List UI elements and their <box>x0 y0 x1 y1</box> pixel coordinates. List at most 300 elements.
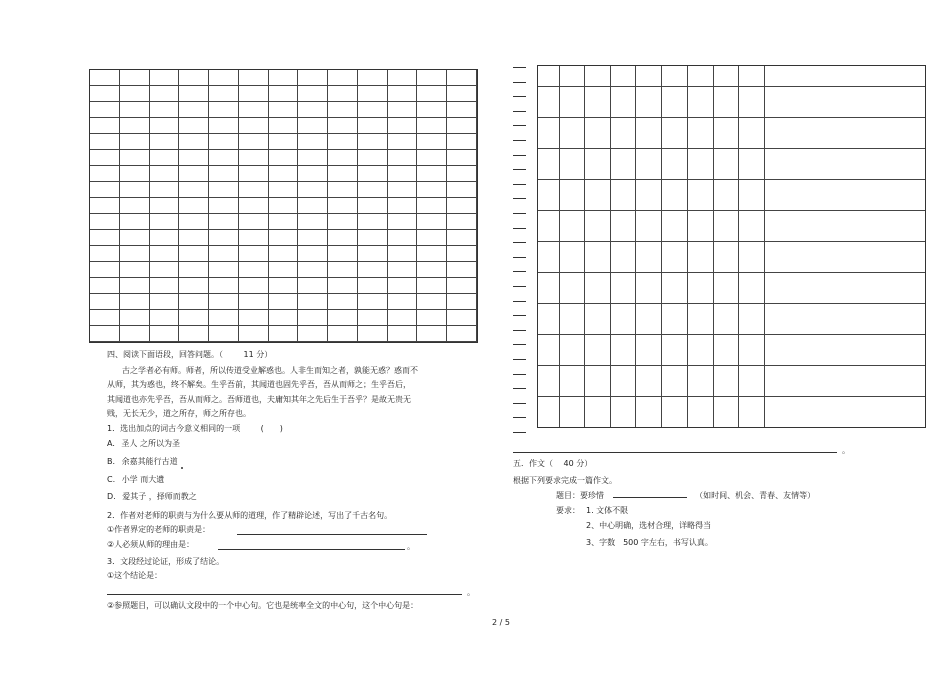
grid-cell <box>447 278 477 294</box>
grid-cell <box>239 278 269 294</box>
section4-heading <box>107 349 272 360</box>
grid-cell <box>298 246 328 262</box>
question-2b-end: 。 <box>407 542 415 551</box>
grid-row-line <box>538 303 925 304</box>
grid-cell <box>358 118 388 134</box>
margin-dash <box>513 403 526 404</box>
grid-cell <box>298 262 328 278</box>
grid-cell <box>150 182 180 198</box>
margin-dash <box>513 213 526 214</box>
grid-cell <box>120 246 150 262</box>
grid-cell <box>298 310 328 326</box>
right-answer-line <box>513 452 837 453</box>
grid-row-line <box>538 86 925 87</box>
margin-dash <box>513 315 526 316</box>
grid-cell <box>269 214 299 230</box>
grid-cell <box>358 294 388 310</box>
grid-cell <box>388 230 418 246</box>
grid-cell <box>120 86 150 102</box>
grid-cell <box>239 166 269 182</box>
grid-cell <box>358 86 388 102</box>
grid-cell <box>90 230 120 246</box>
grid-cell <box>120 134 150 150</box>
left-answer-grid <box>89 69 478 343</box>
grid-cell <box>209 310 239 326</box>
grid-cell <box>358 182 388 198</box>
grid-cell <box>209 86 239 102</box>
grid-cell <box>209 294 239 310</box>
grid-cell <box>417 310 447 326</box>
grid-cell <box>150 150 180 166</box>
grid-cell <box>209 166 239 182</box>
option-c-text: 小学 而大遗 <box>121 475 165 484</box>
margin-dash <box>513 125 526 126</box>
grid-col-line <box>559 66 560 427</box>
grid-cell <box>150 278 180 294</box>
essay-req-3: 3、字数 500 字左右，书写认真。 <box>586 538 713 547</box>
margin-dash <box>513 330 526 331</box>
grid-cell <box>269 262 299 278</box>
grid-cell <box>90 198 120 214</box>
grid-cell <box>388 166 418 182</box>
grid-cell <box>150 70 180 86</box>
margin-dash <box>513 286 526 287</box>
grid-cell <box>150 166 180 182</box>
grid-cell <box>328 198 358 214</box>
grid-cell <box>417 230 447 246</box>
grid-cell <box>150 86 180 102</box>
grid-cell <box>120 118 150 134</box>
grid-cell <box>298 198 328 214</box>
margin-dash <box>513 271 526 272</box>
grid-cell <box>328 278 358 294</box>
grid-cell <box>358 70 388 86</box>
grid-cell <box>179 246 209 262</box>
grid-cell <box>209 150 239 166</box>
grid-cell <box>120 150 150 166</box>
grid-cell <box>328 230 358 246</box>
grid-cell <box>90 150 120 166</box>
grid-cell <box>269 70 299 86</box>
grid-cell <box>239 246 269 262</box>
grid-cell <box>90 214 120 230</box>
margin-dash <box>513 198 526 199</box>
question-3a-blank[interactable] <box>107 594 462 595</box>
grid-cell <box>388 310 418 326</box>
margin-dash <box>513 359 526 360</box>
grid-cell <box>150 230 180 246</box>
grid-cell <box>239 86 269 102</box>
grid-cell <box>388 134 418 150</box>
grid-cell <box>417 150 447 166</box>
emphasis-dot <box>181 467 183 469</box>
grid-cell <box>179 230 209 246</box>
essay-topic <box>556 490 815 501</box>
grid-cell <box>120 310 150 326</box>
grid-cell <box>269 230 299 246</box>
grid-cell <box>209 182 239 198</box>
grid-cell <box>328 86 358 102</box>
margin-dash <box>513 301 526 302</box>
grid-cell <box>90 118 120 134</box>
passage-line-3: 其闻道也亦先乎吾，吾从而师之。吾师道也，夫庸知其年之先后生于吾乎？是故无贵无 <box>107 395 411 404</box>
grid-cell <box>150 134 180 150</box>
option-d-letter: D. <box>107 492 116 501</box>
margin-dash <box>513 155 526 156</box>
grid-cell <box>269 294 299 310</box>
grid-cell <box>239 118 269 134</box>
margin-dash <box>513 67 526 68</box>
grid-cell <box>150 102 180 118</box>
grid-cell <box>447 294 477 310</box>
grid-row-line <box>538 272 925 273</box>
grid-col-line <box>738 66 739 427</box>
margin-dash <box>513 432 526 433</box>
grid-cell <box>358 198 388 214</box>
option-a[interactable] <box>107 438 180 449</box>
grid-cell <box>417 262 447 278</box>
grid-cell <box>179 262 209 278</box>
option-b-letter: B. <box>107 457 116 466</box>
grid-cell <box>239 230 269 246</box>
margin-dash <box>513 82 526 83</box>
grid-cell <box>388 86 418 102</box>
grid-cell <box>269 326 299 342</box>
grid-cell <box>150 294 180 310</box>
grid-cell <box>388 294 418 310</box>
grid-cell <box>209 278 239 294</box>
grid-cell <box>447 230 477 246</box>
margin-dash <box>513 374 526 375</box>
grid-col-line <box>584 66 585 427</box>
option-a-text: 圣人 之所以为圣 <box>121 439 180 448</box>
grid-cell <box>298 182 328 198</box>
grid-cell <box>358 166 388 182</box>
grid-cell <box>269 134 299 150</box>
grid-cell <box>150 262 180 278</box>
grid-cell <box>150 118 180 134</box>
page-number: 2 / 5 <box>492 618 510 627</box>
grid-cell <box>328 310 358 326</box>
grid-cell <box>298 102 328 118</box>
margin-dash <box>513 228 526 229</box>
grid-cell <box>388 262 418 278</box>
grid-cell <box>447 310 477 326</box>
grid-cell <box>120 198 150 214</box>
question-2b-blank[interactable] <box>218 549 405 550</box>
grid-cell <box>328 214 358 230</box>
grid-cell <box>179 118 209 134</box>
grid-cell <box>120 102 150 118</box>
grid-cell <box>179 166 209 182</box>
grid-cell <box>298 150 328 166</box>
grid-cell <box>328 182 358 198</box>
grid-cell <box>358 150 388 166</box>
question-2: 2．作者对老师的职责与为什么要从师的道理，作了精辟论述，写出了千古名句。 <box>107 511 393 520</box>
grid-cell <box>90 166 120 182</box>
margin-dash <box>513 242 526 243</box>
passage-line-2: 从师，其为惑也，终不解矣。生乎吾前，其闻道也固先乎吾，吾从而师之；生乎吾后， <box>107 380 411 389</box>
grid-cell <box>239 182 269 198</box>
grid-cell <box>447 182 477 198</box>
passage-line-4: 贱，无长无少，道之所存，师之所存也。 <box>107 409 251 418</box>
grid-cell <box>358 134 388 150</box>
essay-topic-label: 题目：要珍惜 <box>556 491 604 500</box>
essay-req-2: 2、中心明确，选材合理，详略得当 <box>586 521 712 530</box>
grid-cell <box>388 246 418 262</box>
grid-cell <box>298 294 328 310</box>
grid-cell <box>90 278 120 294</box>
grid-row-line <box>538 148 925 149</box>
grid-cell <box>120 166 150 182</box>
grid-cell <box>179 310 209 326</box>
grid-cell <box>417 326 447 342</box>
question-3b: ②参照题目，可以确认文段中的一个中心句。它也是统率全文的中心句，这个中心句是： <box>107 601 419 610</box>
grid-cell <box>269 102 299 118</box>
grid-cell <box>209 118 239 134</box>
essay-topic-blank[interactable] <box>613 497 687 498</box>
question-1-text: 1．选出加点的词古今意义相同的一项 <box>107 424 241 433</box>
grid-col-line <box>635 66 636 427</box>
grid-cell <box>120 214 150 230</box>
grid-cell <box>269 182 299 198</box>
grid-cell <box>328 262 358 278</box>
section4-score: 11 分） <box>243 350 273 359</box>
grid-cell <box>239 70 269 86</box>
grid-cell <box>239 310 269 326</box>
grid-cell <box>179 102 209 118</box>
grid-cell <box>179 198 209 214</box>
grid-cell <box>120 326 150 342</box>
grid-cell <box>358 262 388 278</box>
grid-cell <box>328 326 358 342</box>
grid-cell <box>298 278 328 294</box>
grid-cell <box>239 150 269 166</box>
grid-cell <box>388 118 418 134</box>
grid-cell <box>150 198 180 214</box>
grid-cell <box>209 134 239 150</box>
grid-row-line <box>538 210 925 211</box>
grid-cell <box>209 262 239 278</box>
grid-cell <box>417 294 447 310</box>
grid-cell <box>417 86 447 102</box>
grid-cell <box>417 118 447 134</box>
grid-cell <box>209 326 239 342</box>
grid-cell <box>417 134 447 150</box>
grid-cell <box>120 262 150 278</box>
grid-cell <box>447 86 477 102</box>
grid-cell <box>417 278 447 294</box>
option-b[interactable] <box>107 456 178 467</box>
section4-title: 四、阅读下面语段，回答问题。（ <box>107 350 223 359</box>
grid-cell <box>179 134 209 150</box>
grid-cell <box>358 310 388 326</box>
grid-cell <box>328 150 358 166</box>
grid-cell <box>388 150 418 166</box>
option-c-letter: C. <box>107 475 116 484</box>
grid-row-line <box>538 334 925 335</box>
option-c[interactable] <box>107 474 164 485</box>
essay-req-1: 1. 文体不限 <box>586 506 629 515</box>
grid-cell <box>90 134 120 150</box>
option-a-letter: A. <box>107 439 115 448</box>
grid-cell <box>179 326 209 342</box>
grid-row-line <box>538 365 925 366</box>
grid-cell <box>179 86 209 102</box>
grid-cell <box>90 310 120 326</box>
grid-cell <box>417 182 447 198</box>
right-answer-grid <box>537 65 926 428</box>
grid-cell <box>269 310 299 326</box>
grid-cell <box>328 166 358 182</box>
grid-cell <box>239 134 269 150</box>
option-d[interactable] <box>107 491 197 502</box>
grid-cell <box>417 214 447 230</box>
margin-dash <box>513 140 526 141</box>
grid-cell <box>417 246 447 262</box>
grid-cell <box>269 278 299 294</box>
grid-cell <box>447 214 477 230</box>
grid-cell <box>328 118 358 134</box>
question-3a: ①这个结论是： <box>107 571 163 580</box>
grid-cell <box>447 102 477 118</box>
grid-cell <box>209 246 239 262</box>
passage-line-1: 古之学者必有师。师者，所以传道受业解惑也。人非生而知之者，孰能无惑？惑而不 <box>122 366 418 375</box>
question-2a <box>107 524 210 535</box>
grid-cell <box>388 198 418 214</box>
grid-cell <box>298 230 328 246</box>
margin-dash <box>513 388 526 389</box>
grid-cell <box>269 150 299 166</box>
grid-cell <box>209 198 239 214</box>
grid-cell <box>179 150 209 166</box>
grid-cell <box>417 166 447 182</box>
grid-cell <box>269 118 299 134</box>
grid-cell <box>358 214 388 230</box>
grid-row-line <box>538 117 925 118</box>
margin-dash <box>513 96 526 97</box>
grid-cell <box>447 150 477 166</box>
option-d-text: 爱其子 ，择师而教之 <box>122 492 197 501</box>
grid-cell <box>447 198 477 214</box>
margin-dash <box>513 417 526 418</box>
grid-cell <box>90 246 120 262</box>
grid-row-line <box>538 179 925 180</box>
grid-cell <box>90 262 120 278</box>
grid-row-line <box>538 241 925 242</box>
grid-cell <box>298 118 328 134</box>
grid-cell <box>447 134 477 150</box>
grid-cell <box>298 214 328 230</box>
question-2b <box>107 539 194 550</box>
grid-cell <box>269 198 299 214</box>
grid-cell <box>358 102 388 118</box>
grid-cell <box>417 198 447 214</box>
grid-cell <box>120 230 150 246</box>
grid-cell <box>358 230 388 246</box>
margin-dash <box>513 169 526 170</box>
essay-req-label: 要求： <box>556 506 580 515</box>
grid-cell <box>447 118 477 134</box>
right-answer-line-end: 。 <box>842 446 850 455</box>
grid-cell <box>417 70 447 86</box>
grid-cell <box>388 326 418 342</box>
grid-cell <box>298 134 328 150</box>
grid-cell <box>179 214 209 230</box>
grid-cell <box>120 182 150 198</box>
grid-cell <box>328 134 358 150</box>
grid-row-line <box>538 396 925 397</box>
grid-cell <box>417 102 447 118</box>
section5-intro: 根据下列要求完成一篇作文。 <box>513 476 617 485</box>
grid-cell <box>90 326 120 342</box>
grid-cell <box>388 102 418 118</box>
grid-cell <box>150 214 180 230</box>
question-1-answer-paren: ( ) <box>260 424 283 433</box>
grid-cell <box>269 246 299 262</box>
question-2b-label: ②人必须从师的理由是： <box>107 540 195 549</box>
grid-cell <box>150 326 180 342</box>
grid-cell <box>447 70 477 86</box>
grid-cell <box>90 70 120 86</box>
section5-title: 五．作文（ <box>513 459 553 468</box>
grid-col-line <box>661 66 662 427</box>
grid-cell <box>239 326 269 342</box>
grid-col-line <box>610 66 611 427</box>
grid-col-line <box>713 66 714 427</box>
grid-col-line <box>687 66 688 427</box>
question-1 <box>107 423 283 434</box>
grid-cell <box>179 278 209 294</box>
grid-cell <box>209 70 239 86</box>
grid-cell <box>90 102 120 118</box>
grid-cell <box>388 278 418 294</box>
grid-cell <box>90 182 120 198</box>
grid-cell <box>120 294 150 310</box>
grid-cell <box>328 102 358 118</box>
grid-cell <box>90 294 120 310</box>
grid-cell <box>120 278 150 294</box>
question-2a-blank[interactable] <box>237 534 427 535</box>
grid-col-line <box>764 66 765 427</box>
grid-cell <box>447 166 477 182</box>
grid-cell <box>298 166 328 182</box>
grid-cell <box>447 326 477 342</box>
grid-cell <box>328 246 358 262</box>
grid-cell <box>388 182 418 198</box>
grid-cell <box>269 86 299 102</box>
question-2a-label: ①作者界定的老师的职责是： <box>107 525 211 534</box>
grid-cell <box>239 198 269 214</box>
grid-cell <box>328 70 358 86</box>
margin-dash <box>513 257 526 258</box>
grid-cell <box>388 214 418 230</box>
question-3: 3．文段经过论证，形成了结论。 <box>107 557 225 566</box>
grid-cell <box>179 70 209 86</box>
question-3a-end: 。 <box>467 588 475 597</box>
grid-cell <box>209 214 239 230</box>
option-b-text: 余嘉其能行古道 <box>121 457 178 466</box>
margin-dash <box>513 344 526 345</box>
grid-cell <box>269 166 299 182</box>
grid-cell <box>239 102 269 118</box>
essay-topic-hint: （如时间、机会、青春、友情等） <box>695 491 816 500</box>
grid-cell <box>209 230 239 246</box>
grid-cell <box>388 70 418 86</box>
grid-cell <box>239 262 269 278</box>
grid-cell <box>298 326 328 342</box>
grid-cell <box>120 70 150 86</box>
